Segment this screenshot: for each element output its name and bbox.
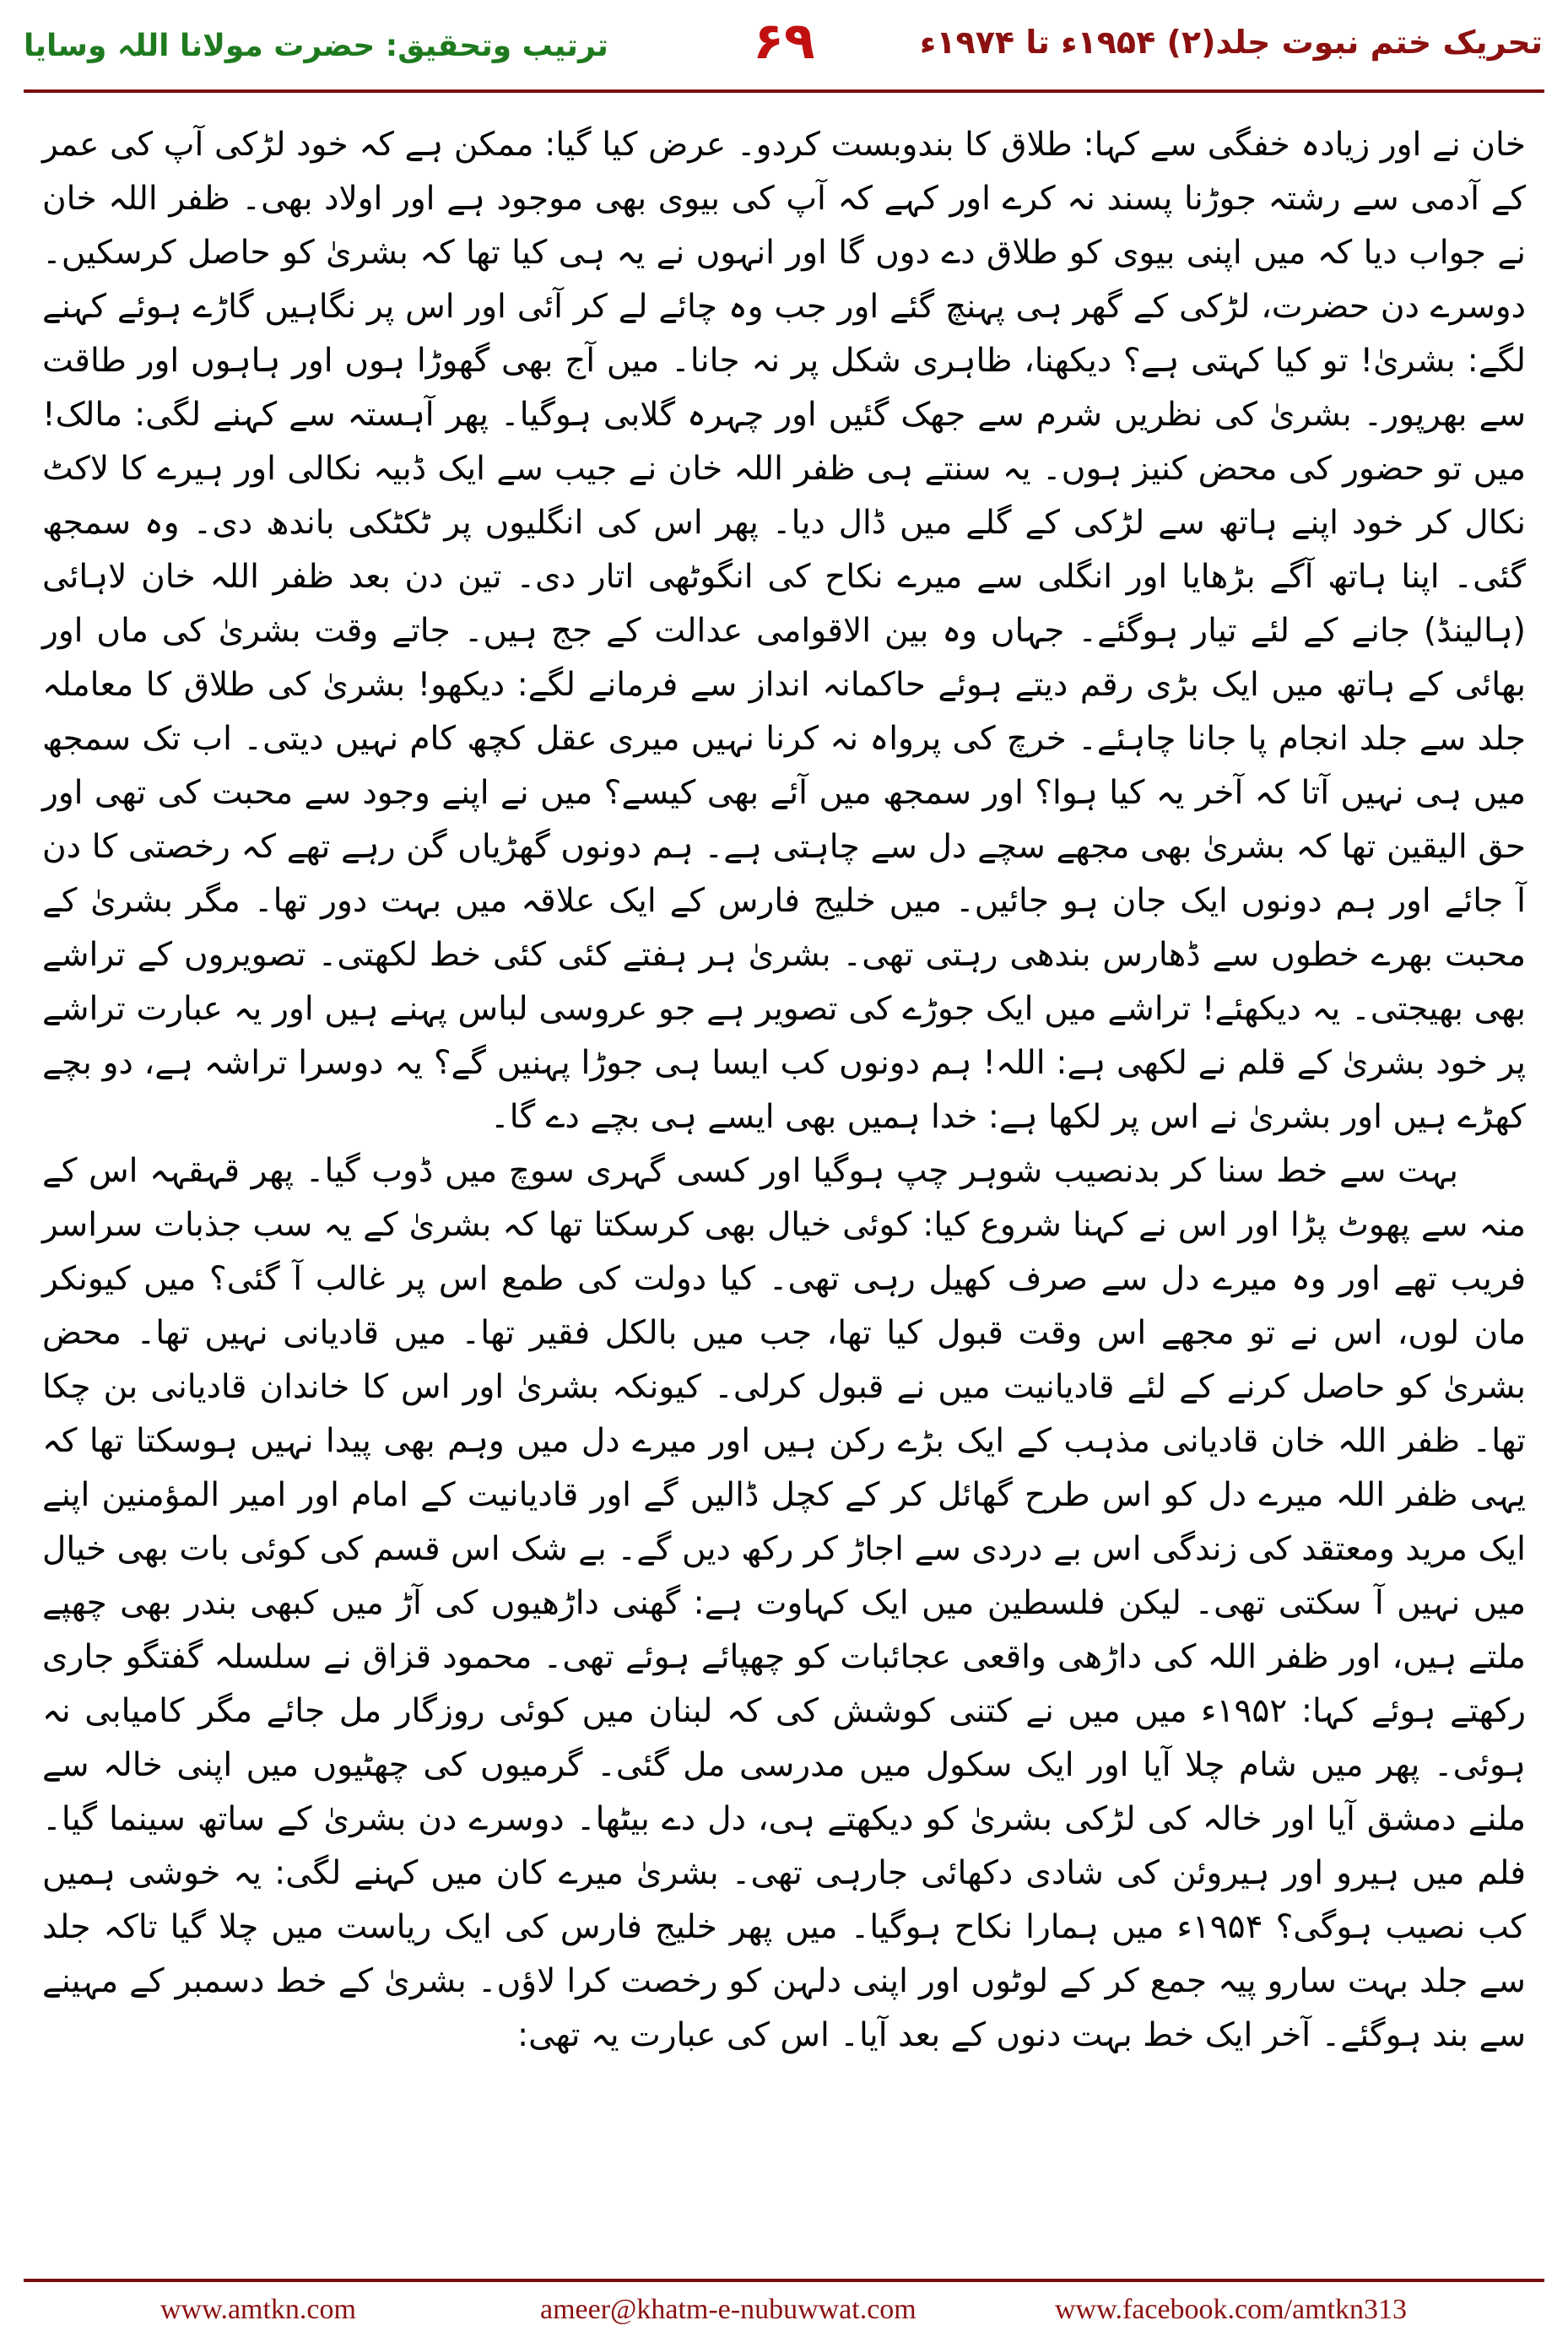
page-footer [0,2279,1568,2342]
compiler-credit: ترتیب وتحقیق: حضرت مولانا اللہ وسایا [24,29,608,63]
body-paragraph-1: خان نے اور زیادہ خفگی سے کہا: طلاق کا بندوبست کردو۔ عرض کیا گیا: ممکن ہے کہ خود لڑکی آپ کی عمر کے آدمی سے رشتہ جوڑنا پسند نہ کرے اور کہے کہ آپ کی بیوی بھی موجود ہے اور اولاد بھی۔ ظفر اللہ خان نے جواب دیا کہ میں اپنی بیوی کو طلاق دے دوں گا اور انہوں نے یہ ہی کیا تھا کہ بشریٰ کو حاصل کرسکیں۔ دوسرے دن حضرت، لڑکی کے گھر ہی پہنچ گئے اور جب وہ چائے لے کر آئی اور اس پر نگاہیں گاڑے ہوئے کہنے لگے: بشریٰ! تو کیا کہتی ہے؟ دیکھنا، ظاہری شکل پر نہ جانا۔ میں آج بھی گھوڑا ہوں اور ہاہوں اور طاقت سے بھرپور۔ بشریٰ کی نظریں شرم سے جھک گئیں اور چہرہ گلابی ہوگیا۔ پھر آہستہ سے کہنے لگی: مالک! میں تو حضور کی محض کنیز ہوں۔ یہ سنتے ہی ظفر اللہ خان نے جیب سے ایک ڈبیہ نکالی اور ہیرے کا لاکٹ نکال کر خود اپنے ہاتھ سے لڑکی کے گلے میں ڈال دیا۔ پھر اس کی انگلیوں پر ٹکٹکی باندھ دی۔ وہ سمجھ گئی۔ اپنا ہاتھ آگے بڑھایا اور انگلی سے میرے نکاح کی انگوٹھی اتار دی۔ تین دن بعد ظفر اللہ خان لاہائی (ہالینڈ) جانے کے لئے تیار ہوگئے۔ جہاں وہ بین الاقوامی عدالت کے جج ہیں۔ جاتے وقت بشریٰ کی ماں اور بھائی کے ہاتھ میں ایک بڑی رقم دیتے ہوئے حاکمانہ انداز سے فرمانے لگے: دیکھو! بشریٰ کی طلاق کا معاملہ جلد سے جلد انجام پا جانا چاہئے۔ خرچ کی پرواہ نہ کرنا نہیں میری عقل کچھ کام نہیں دیتی۔ اب تک سمجھ میں ہی نہیں آتا کہ آخر یہ کیا ہوا؟ اور سمجھ میں آئے بھی کیسے؟ میں نے اپنے وجود سے محبت کی تھی اور حق الیقین تھا کہ بشریٰ بھی مجھے سچے دل سے چاہتی ہے۔ ہم دونوں گھڑیاں گن رہے تھے کہ رخصتی کا دن آ جائے اور ہم دونوں ایک جان ہو جائیں۔ میں خلیج فارس کے ایک علاقہ میں بہت دور تھا۔ مگر بشریٰ کے محبت بھرے خطوں سے ڈھارس بندھی رہتی تھی۔ بشریٰ ہر ہفتے کئی کئی خط لکھتی۔ تصویروں کے تراشے بھی بھیجتی۔ یہ دیکھئے! تراشے میں ایک جوڑے کی تصویر ہے جو عروسی لباس پہنے ہیں اور یہ عبارت تراشے پر خود بشریٰ کے قلم نے لکھی ہے: اللہ! ہم دونوں کب ایسا ہی جوڑا پہنیں گے؟ یہ دوسرا تراشہ ہے، دو بچے کھڑے ہیں اور بشریٰ نے اس پر لکھا ہے: خدا ہمیں بھی ایسے ہی بچے دے گا۔ [42,126,1526,1136]
body-paragraph-2: بہت سے خط سنا کر بدنصیب شوہر چپ ہوگیا اور کسی گہری سوچ میں ڈوب گیا۔ پھر قہقہہ اس کے منہ سے پھوٹ پڑا اور اس نے کہنا شروع کیا: کوئی خیال بھی کرسکتا تھا کہ بشریٰ کے یہ سب جذبات سراسر فریب تھے اور وہ میرے دل سے صرف کھیل رہی تھی۔ کیا دولت کی طمع اس پر غالب آ گئی؟ میں کیونکر مان لوں، اس نے تو مجھے اس وقت قبول کیا تھا، جب میں بالکل فقیر تھا۔ میں قادیانی نہیں تھا۔ محض بشریٰ کو حاصل کرنے کے لئے قادیانیت میں نے قبول کرلی۔ کیونکہ بشریٰ اور اس کا خاندان قادیانی بن چکا تھا۔ ظفر اللہ خان قادیانی مذہب کے ایک بڑے رکن ہیں اور میرے دل میں وہم بھی پیدا نہیں ہوسکتا تھا کہ یہی ظفر اللہ میرے دل کو اس طرح گھائل کر کے کچل ڈالیں گے اور قادیانیت کے امام اور امیر المؤمنین اپنے ایک مرید ومعتقد کی زندگی اس بے دردی سے اجاڑ کر رکھ دیں گے۔ بے شک اس قسم کی کوئی بات بھی خیال میں نہیں آ سکتی تھی۔ لیکن فلسطین میں ایک کہاوت ہے: گھنی داڑھیوں کی آڑ میں کبھی بندر بھی چھپے ملتے ہیں، اور ظفر اللہ کی داڑھی واقعی عجائبات کو چھپائے ہوئے تھی۔ محمود قزاق نے سلسلہ گفتگو جاری رکھتے ہوئے کہا: ۱۹۵۲ء میں میں نے کتنی کوشش کی کہ لبنان میں کوئی روزگار مل جائے مگر کامیابی نہ ہوئی۔ پھر میں شام چلا آیا اور ایک سکول میں مدرسی مل گئی۔ گرمیوں کی چھٹیوں میں اپنی خالہ سے ملنے دمشق آیا اور خالہ کی لڑکی بشریٰ کو دیکھتے ہی، دل دے بیٹھا۔ دوسرے دن بشریٰ کے ساتھ سینما گیا۔ فلم میں ہیرو اور ہیروئن کی شادی دکھائی جارہی تھی۔ بشریٰ میرے کان میں کہنے لگی: یہ خوشی ہمیں کب نصیب ہوگی؟ ۱۹۵۴ء میں ہمارا نکاح ہوگیا۔ میں پھر خلیج فارس کی ایک ریاست میں چلا گیا تاکہ جلد سے جلد بہت سارو پیہ جمع کر کے لوٹوں اور اپنی دلہن کو رخصت کرا لاؤں۔ بشریٰ کے خط دسمبر کے مہینے سے بند ہوگئے۔ آخر ایک خط بہت دنوں کے بعد آیا۔ اس کی عبارت یہ تھی: [42,1152,1526,2054]
email-link[interactable]: ameer@khatm-e-nubuwwat.com [540,2294,916,2325]
footer-divider [24,2279,1544,2282]
book-title: تحریک ختم نبوت جلد(۲) ۱۹۵۴ء تا ۱۹۷۴ء [919,24,1543,61]
header-divider [24,89,1544,93]
page-number: ۶۹ [753,12,815,71]
page-header [0,0,1568,89]
article-body [42,118,1526,2063]
website-link[interactable]: www.amtkn.com [160,2294,356,2325]
facebook-link[interactable]: www.facebook.com/amtkn313 [1055,2294,1408,2325]
